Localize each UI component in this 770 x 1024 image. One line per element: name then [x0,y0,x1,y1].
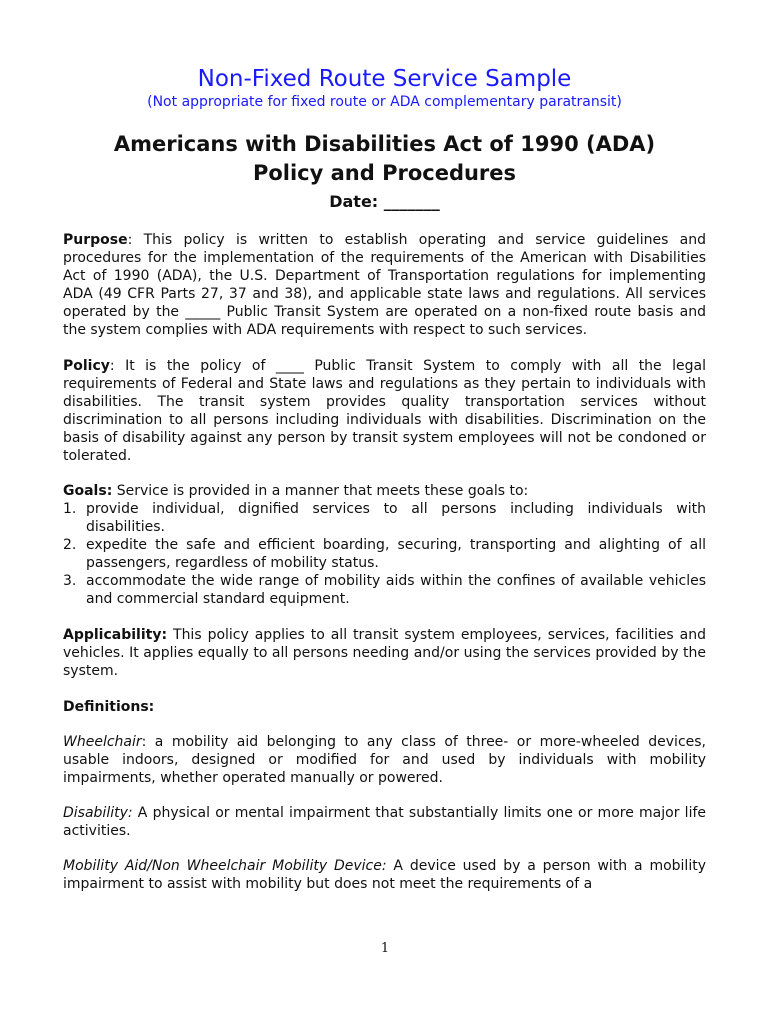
applicability-section [63,626,706,680]
policy-label: Policy [63,358,110,374]
goals-intro-text: Service is provided in a manner that meets these goals to: [112,483,529,499]
banner-subtitle: (Not appropriate for fixed route or ADA complementary paratransit) [147,94,622,110]
purpose-label: Purpose [63,232,128,248]
list-item [63,500,706,536]
date-line: Date: _______ [329,192,440,211]
definition-wheelchair [63,733,706,787]
list-item-number: 1. [63,501,77,517]
list-item [63,536,706,572]
title-line-2: Policy and Procedures [252,161,517,185]
list-item-text: expedite the safe and efficient boarding, securing, transporting and alighting of all passengers, regardless of mobility status. [86,537,706,571]
banner-title: Non-Fixed Route Service Sample [197,66,572,92]
goals-label: Goals: [63,483,113,499]
definition-term: Mobility Aid/Non Wheelchair Mobility Device: [63,858,387,874]
definition-term: Wheelchair [63,734,142,750]
title-line-1: Americans with Disabilities Act of 1990 (ADA) [113,132,656,156]
list-item-number: 2. [63,537,77,553]
definition-text: : a mobility aid belonging to any class of three- or more-wheeled devices, usable indoors, designed or modified for and used by individuals with mobility impairments, whether operated manually or powered. [63,734,706,786]
definitions-heading: Definitions: [63,699,155,715]
applicability-text: This policy applies to all transit system employees, services, facilities and vehicles. It applies equally to all persons needing and/or using the services provided by the system. [63,627,706,679]
policy-section [63,357,706,465]
goals-section [63,482,706,608]
goals-intro [63,482,706,500]
main-title [63,130,706,188]
list-item [63,572,706,608]
goals-list [63,500,706,608]
page-number: 1 [380,941,390,956]
definition-disability [63,804,706,840]
list-item-number: 3. [63,573,77,589]
definition-term: Disability: [63,805,133,821]
policy-text: : It is the policy of ____ Public Transit System to comply with all the legal requirements of Federal and State laws and regulations as they pertain to individuals with disabilities. The transit system provides quality transportation services without discrimination to all persons including individuals with disabilities. Discrimination on the basis of disability against any person by transit system employees will not be condoned or tolerated. [63,358,706,464]
definition-text: A physical or mental impairment that substantially limits one or more major life activities. [63,805,706,839]
document-page [63,60,706,893]
definition-mobility-aid [63,857,706,893]
list-item-text: accommodate the wide range of mobility aids within the confines of available vehicles and commercial standard equipment. [86,573,706,607]
applicability-label: Applicability: [63,627,168,643]
definition-text: A device used by a person with a mobility impairment to assist with mobility but does not meet the requirements of a [63,858,706,892]
purpose-text: : This policy is written to establish operating and service guidelines and procedures for the implementation of the requirements of the American with Disabilities Act of 1990 (ADA), the U.S. Department of Transportation regulations for implementing ADA (49 CFR Parts 27, 37 and 38), and applicable state laws and regulations. All services operated by the _____ Public Transit System are operated on a non-fixed route basis and the system complies with ADA requirements with respect to such services. [63,232,706,338]
purpose-section [63,231,706,339]
list-item-text: provide individual, dignified services to all persons including individuals with disabilities. [86,501,706,535]
